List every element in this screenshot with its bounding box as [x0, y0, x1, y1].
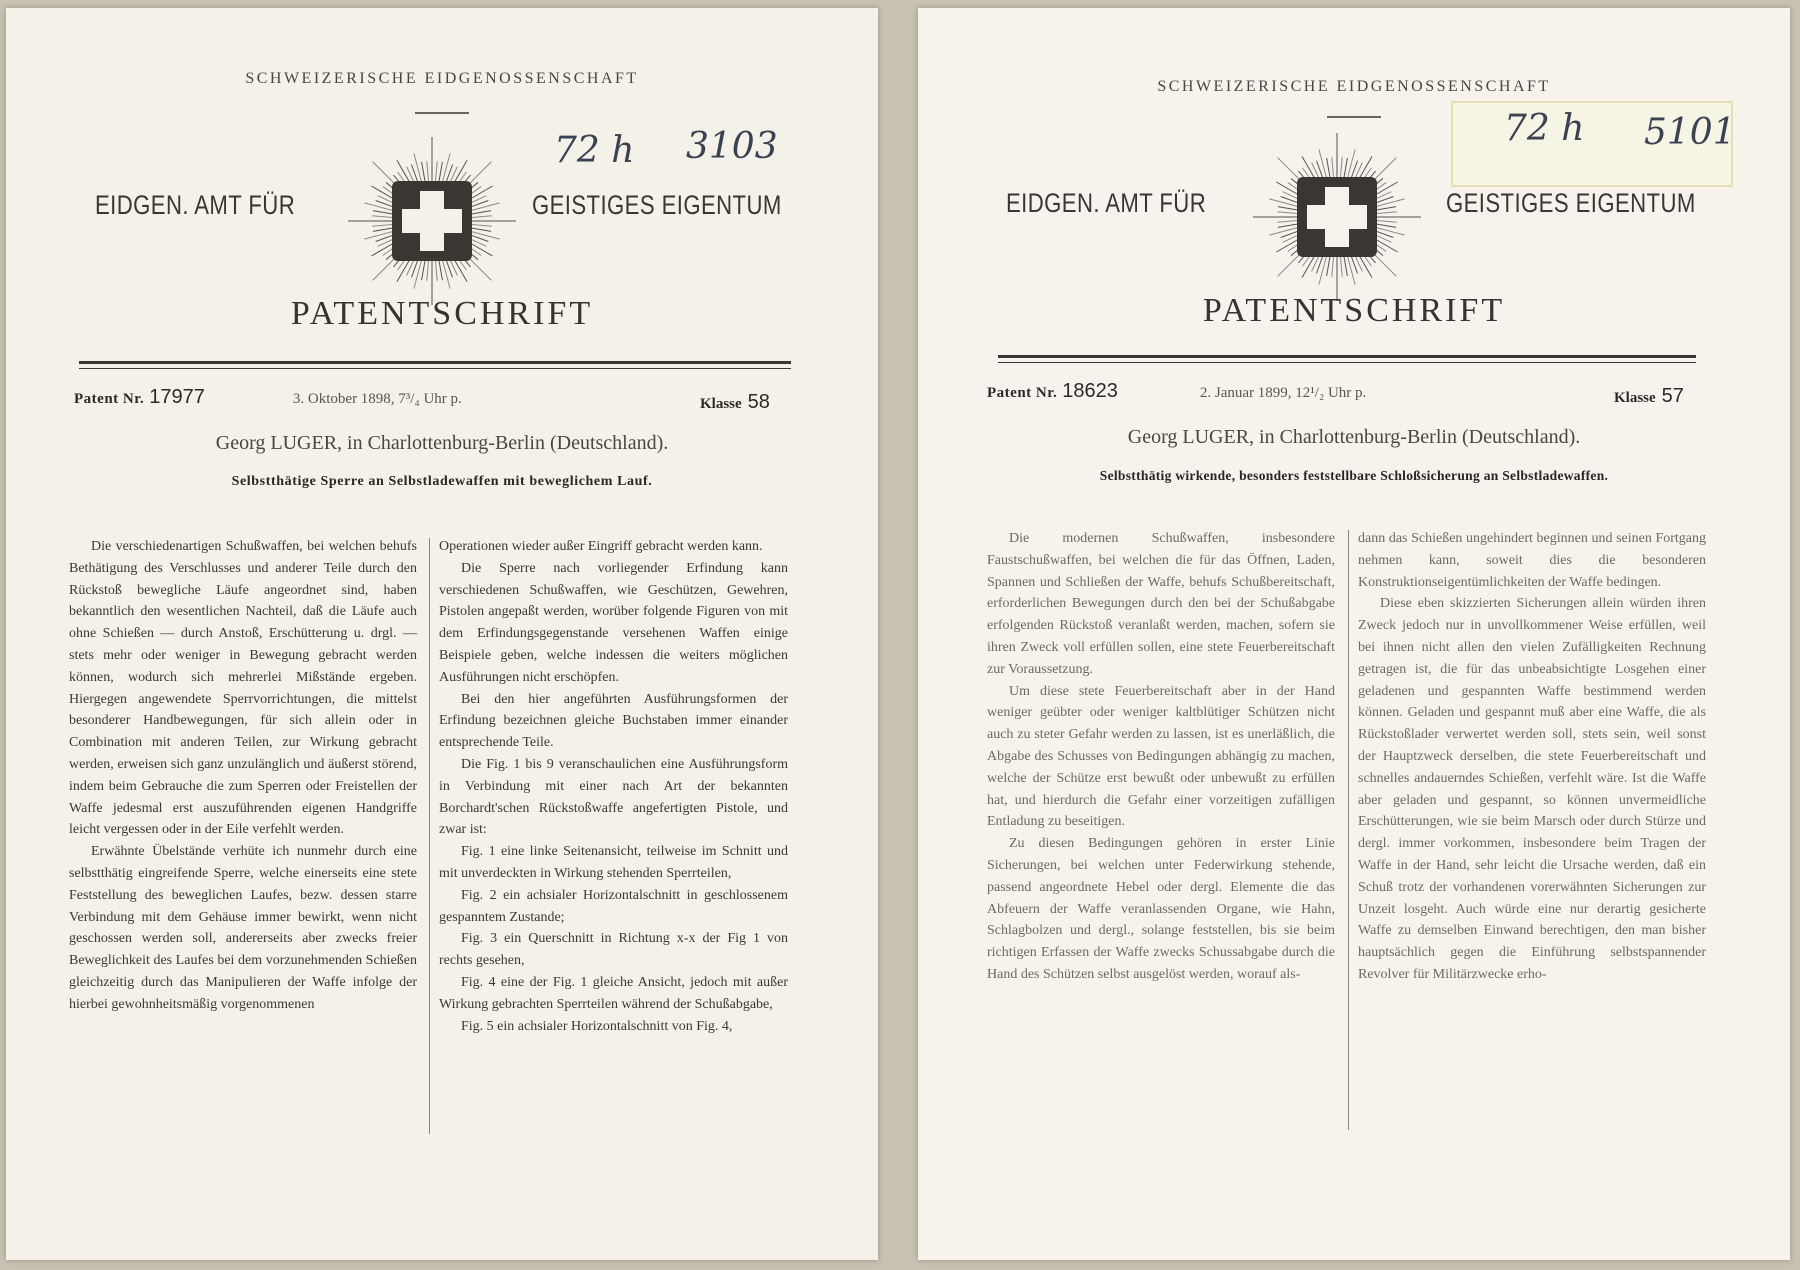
text-column-1	[69, 536, 417, 1016]
paragraph: dann das Schießen ungehindert beginnen und seinen Fortgang nehmen kann, soweit dies die besonderen Konstruktionseigentümlichkeiten der Waffe bedingen.	[1358, 531, 1706, 590]
paragraph: Bei den hier angeführten Ausführungsformen der Erfindung bezeichnen gleiche Buchstaben immer einander entsprechende Teile.	[439, 691, 788, 751]
paragraph: Die verschiedenartigen Schußwaffen, bei welchen behufs Bethätigung des Verschlusses und anderer Teile durch den Rückstoß bewegliche Läufe angeordnet sind, haben bekanntlich den wesentlichen Nachteil, daß die Läufe auch ohne Schießen — durch Anstoß, Erschütterung u. drgl. — stets mehr oder weniger in Bewegung gebracht werden können, wodurch sich mehrerlei Mißstände ergeben. Hiergegen angewendete Sperrvorrichtungen, die mittelst besonderer Handbewegungen, für sich allein oder in Combination mit anderen Teilen, zur Wirkung gebracht werden, erweisen sich ganz unzulänglich und äußerst störend, indem beim Gebrauche die zum Sperren oder Freistellen der Waffe jedesmal erst auszuführenden eigenen Handgriffe leicht vergessen oder in der Eile verfehlt werden.	[69, 539, 417, 838]
swiss-cross-emblem-icon	[1252, 132, 1422, 302]
ornament-rule	[1327, 116, 1381, 118]
paragraph: Fig. 2 ein achsialer Horizontalschnitt in geschlossenem gespanntem Zustande;	[439, 887, 788, 925]
patent-subtitle: Selbstthätige Sperre an Selbstladewaffen mit beweglichem Lauf.	[231, 474, 653, 489]
column-divider	[1348, 530, 1349, 1130]
column-divider	[429, 538, 430, 1134]
handwritten-number-note: 5101	[1644, 112, 1736, 153]
patent-page-right	[918, 8, 1790, 1260]
title-rule	[998, 355, 1696, 358]
klasse-number: 58	[747, 391, 770, 413]
paragraph: Fig. 1 eine linke Seitenansicht, teilweise im Schnitt und mit unverdeckten in Wirkung stehenden Sperrteilen,	[439, 844, 788, 881]
klasse-line	[700, 391, 770, 414]
text-column-2	[439, 536, 788, 1037]
paragraph: Um diese stete Feuerbereitschaft aber in der Hand weniger geübter oder weniger kaltblütiger Schützen nicht auch zu steter Gefahr werden zu lassen, ist es unerläßlich, die Abgabe des Schusses von Bedingungen abhängig zu machen, welche der Schütze erst bewußt oder unbewußt zu erfüllen hat, und hierdurch die Gefahr einer vorzeitigen zufälligen Entladung zu beseitigen.	[987, 683, 1335, 830]
paragraph: Diese eben skizzierten Sicherungen allein würden ihren Zweck jedoch nur in unvollkommener Weise erfüllen, weil bei ihnen nicht allen den vielen Zufälligkeiten Rechnung getragen ist, die für das unbeabsichtigte Losgehen einer geladenen und gespannten Waffe bestimmend werden können. Geladen und gespannt muß aber eine Waffe, die als Rückstoßlader verwertet werden soll, stets sein, weil sonst der Hauptzweck derselben, die stete Feuerbereitschaft und schnelles andauerndes Schießen, verfehlt wäre. Ist die Waffe aber geladen und gespannt, so können unvermeidliche Erschütterungen, wie sie beim Marsch oder durch Stürze und dergl. immer vorkommen, insbesondere beim Tragen der Waffe in der Hand, sehr leicht die Ursache werden, daß ein Schuß trotz der vorhandenen vorerwähnten Sicherungen zur Unzeit losgeht. Auch würde eine nur derartig gesicherte Waffe zu demselben Einwand berechtigen, den man bisher hauptsächlich gegen die Einführung selbstspannender Revolver für Militärzwecke erho-	[1358, 596, 1706, 982]
patent-date: 3. Oktober 1898, 7³/₄ Uhr p.	[292, 391, 462, 407]
office-name-right: GEISTIGES EIGENTUM	[1446, 188, 1696, 218]
patent-label: Patent Nr.	[987, 385, 1058, 401]
text-column-2	[1358, 528, 1706, 986]
patent-number: 17977	[149, 386, 205, 408]
paragraph: Fig. 3 ein Querschnitt in Richtung x-x der Fig 1 von rechts gesehen,	[439, 931, 788, 969]
swiss-cross-emblem-icon	[347, 136, 517, 306]
handwritten-class-note: 72 h	[1504, 108, 1585, 149]
patent-number-line	[987, 380, 1366, 403]
handwritten-class-note: 72 h	[554, 130, 635, 171]
office-name-left: EIDGEN. AMT FÜR	[1006, 188, 1207, 218]
text-column-1	[987, 528, 1335, 986]
patent-number-line	[74, 386, 462, 409]
klasse-number: 57	[1661, 385, 1684, 407]
patent-date: 2. Januar 1899, 12¹/₂ Uhr p.	[1199, 385, 1367, 401]
patent-subtitle: Selbstthätig wirkende, besonders feststellbare Schloßsicherung an Selbstladewaffen.	[1099, 468, 1609, 483]
document-title: PATENTSCHRIFT	[1202, 292, 1506, 329]
office-name-right: GEISTIGES EIGENTUM	[532, 190, 782, 220]
patent-number: 18623	[1062, 380, 1118, 402]
office-name-left: EIDGEN. AMT FÜR	[95, 190, 296, 220]
patent-page-left	[6, 8, 878, 1260]
paragraph: Die Sperre nach vorliegender Erfindung kann verschiedenen Schußwaffen, wie Geschützen, Gewehren, Pistolen angepaßt werden, worüber folgende Figuren von mit dem Erfindungsgegenstande versehenen Waffen einige Beispiele geben, welche indessen die weiters möglichen Ausführungen nicht erschöpfen.	[439, 560, 788, 685]
klasse-label: Klasse	[1614, 390, 1656, 406]
paragraph: Fig. 5 ein achsialer Horizontalschnitt von Fig. 4,	[461, 1018, 733, 1034]
patent-label: Patent Nr.	[74, 391, 145, 407]
paragraph: Erwähnte Übelstände verhüte ich nunmehr durch eine selbstthätig eingreifende Sperre, welche einerseits eine stete Feststellung des beweglichen Laufes, bezw. dessen starre Verbindung mit dem Gehäuse immer bewirkt, wenn nicht geschossen werden soll, andererseits aber zwecks freier Beweglichkeit des Laufes bei dem vorzunehmenden Schießen gleichzeitig durch das Manipulieren der Waffe infolge der hierbei gewohnheitsmäßig vorgenommenen	[69, 844, 417, 1012]
klasse-line	[1614, 385, 1684, 408]
paragraph: Die modernen Schußwaffen, insbesondere Faustschußwaffen, bei welchen die für das Öffnen, Laden, Spannen und Schließen der Waffe, behufs Schußbereitschaft, erforderlichen Bewegungen durch den bei der Schußabgabe erfolgenden Rückstoß veranlaßt werden, machen, sofern sie ihren Zweck voll erfüllen sollen, eine stete Feuerbereitschaft zur Voraussetzung.	[987, 531, 1335, 677]
org-header: SCHWEIZERISCHE EIDGENOSSENSCHAFT	[1157, 78, 1551, 95]
paragraph: Operationen wieder außer Eingriff gebracht werden kann.	[439, 539, 763, 554]
paragraph: Die Fig. 1 bis 9 veranschaulichen eine Ausführungsform in Verbindung mit einer nach Art der bekannten Borchardt'schen Rückstoßwaffe angefertigten Pistole, und zwar ist:	[439, 756, 788, 838]
handwritten-number-note: 3103	[686, 126, 778, 167]
ornament-rule	[415, 112, 469, 114]
klasse-label: Klasse	[700, 396, 742, 412]
paragraph: Zu diesen Bedingungen gehören in erster Linie Sicherungen, bei welchen unter Federwirkung stehende, passend angeordnete Hebel oder dergl. Elemente die das Abfeuern der Waffe veranlassenden Organe, wie Hahn, Schlagbolzen und dergl., solange feststellen, bis sie beim richtigen Erfassen der Waffe zwecks Schussabgabe durch die Hand des Schützen selbst ausgelöst werden, worauf als-	[987, 836, 1335, 982]
inventor-line: Georg LUGER, in Charlottenburg-Berlin (Deutschland).	[215, 432, 669, 454]
document-title: PATENTSCHRIFT	[290, 295, 594, 332]
paragraph: Fig. 4 eine der Fig. 1 gleiche Ansicht, jedoch mit außer Wirkung gebrachten Sperrteilen während der Schußabgabe,	[439, 974, 788, 1012]
org-header: SCHWEIZERISCHE EIDGENOSSENSCHAFT	[245, 70, 639, 87]
title-rule	[79, 361, 791, 364]
inventor-line: Georg LUGER, in Charlottenburg-Berlin (Deutschland).	[1127, 426, 1581, 448]
